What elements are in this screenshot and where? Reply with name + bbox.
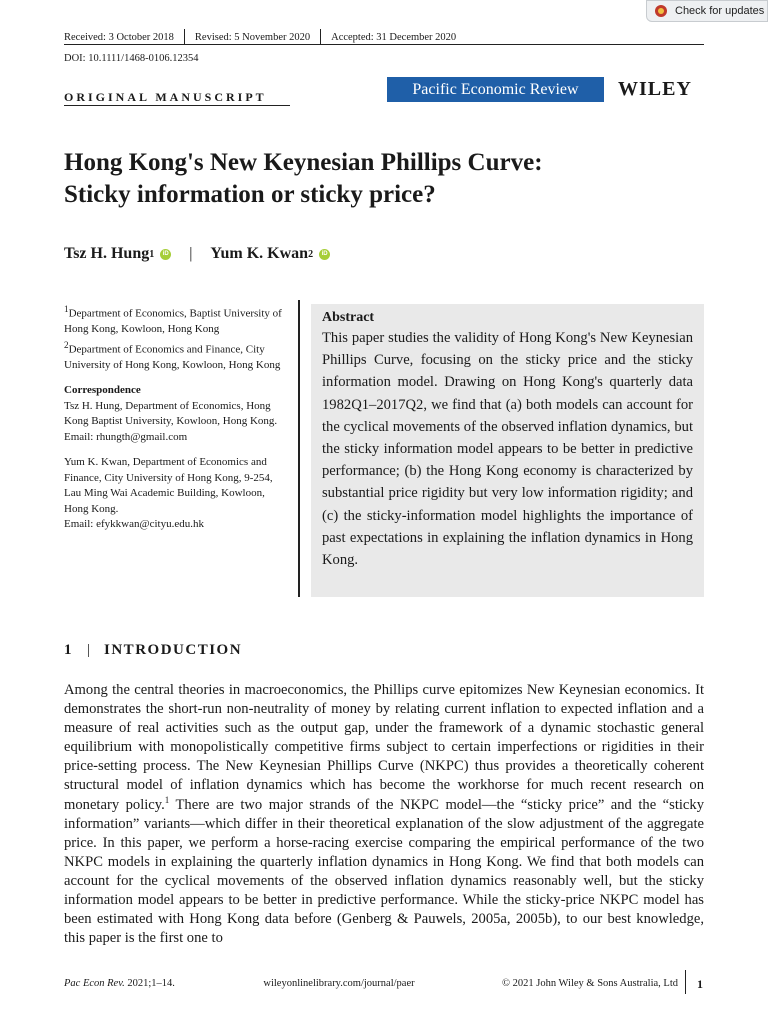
received-date: Received: 3 October 2018 bbox=[64, 31, 174, 43]
author-name[interactable]: Tsz H. Hung bbox=[64, 245, 150, 262]
affil-mark: 2 bbox=[64, 339, 69, 350]
author-name[interactable]: Yum K. Kwan bbox=[210, 245, 309, 262]
affiliation-text: Department of Economics, Baptist University of Hong Kong, Kowloon, Hong Kong bbox=[64, 307, 282, 336]
body-text: There are two major strands of the NKPC model—the “sticky price” and the “sticky information” variants—which differ in their theoretical explanation of the slow adjustment of the aggregate price. In this paper, we perform a horse-racing exercise comparing the empirical performance of the two NKPC models in explaining the quarterly inflation dynamics in Hong Kong. We find that both models can account for the cyclical movements of the observed inflation dynamics reasonably well, but the sticky information model appears to be better in predictive performance. While the sticky-price NKPC model has been estimated with Hong Kong data before (Genberg & Pauwels, 2005a, 2005b), to our best knowledge, this paper is the first one to bbox=[64, 796, 704, 947]
accepted-date: Accepted: 31 December 2020 bbox=[331, 31, 457, 43]
affiliation-text: Department of Economics and Finance, City University of Hong Kong, Kowloon, Hong Kong bbox=[64, 343, 281, 371]
footnote-marker[interactable]: 1 bbox=[164, 794, 170, 805]
revised-date: Revised: 5 November 2020 bbox=[194, 31, 311, 43]
affiliation bbox=[64, 302, 290, 338]
correspondence-email[interactable]: Email: rhungth@gmail.com bbox=[64, 430, 188, 443]
publisher-logo: WILEY bbox=[618, 78, 692, 100]
author-affil-mark: 2 bbox=[308, 248, 314, 260]
journal-name[interactable]: Pacific Economic Review bbox=[387, 77, 604, 102]
orcid-icon[interactable]: iD bbox=[319, 249, 330, 260]
page-number: 1 bbox=[697, 977, 703, 991]
article-history bbox=[64, 29, 456, 45]
journal-url[interactable]: wileyonlinelibrary.com/journal/paer bbox=[263, 978, 415, 989]
body-text: Among the central theories in macroeconomics, the Phillips curve epitomizes New Keynesian economics. It demonstrates the short-run non-neutrality of money by relating current inflation to expected inflation and a measure of real activities such as the output gap, under the framework of a dynamic stochastic general equilibrium with monopolistically competitive firms subject to certain imperfections or rigidities in their price-setting process. The New Keynesian Phillips Curve (NKPC) thus provides a theoretically coherent structural model of inflation dynamics which has become the workhorse for much recent research on monetary policy. bbox=[64, 682, 704, 813]
divider bbox=[320, 29, 321, 45]
header-rule bbox=[64, 44, 704, 45]
copyright: © 2021 John Wiley & Sons Australia, Ltd bbox=[502, 978, 678, 989]
correspondence-entry: Yum K. Kwan, Department of Economics and Finance, City University of Hong Kong, 9-254, Lau Ming Wai Academic Building, Kowloon, Hong Kong. bbox=[64, 456, 273, 515]
journal-abbrev: Pac Econ Rev. bbox=[64, 978, 125, 989]
journal-volume: 2021;1–14. bbox=[124, 978, 175, 989]
author-affil-mark: 1 bbox=[149, 248, 155, 260]
section-heading bbox=[64, 642, 242, 659]
divider bbox=[184, 29, 185, 45]
footer-divider bbox=[685, 970, 686, 994]
section-number: 1 bbox=[64, 642, 73, 658]
correspondence-email[interactable]: Email: efykkwan@cityu.edu.hk bbox=[64, 518, 204, 531]
journal-reference bbox=[64, 978, 214, 989]
section-title: INTRODUCTION bbox=[104, 642, 243, 658]
crossmark-icon bbox=[655, 5, 667, 17]
author-separator: | bbox=[189, 245, 193, 262]
abstract-text: This paper studies the validity of Hong Kong's New Keynesian Phillips Curve, focusing on the sticky price and the sticky information model. Drawing on Hong Kong's quarterly data 1982Q1–2017Q2, we find that (a) both models can account for the cyclical movements of the observed inflation dynamics, but the sticky information model appears to be better in predictive performance; (b) the Hong Kong economy is characterized by substantial price rigidity but very low information rigidity; and (c) the sticky-information model highlights the importance of past expectations in explaining the inflation dynamics in Hong Kong. bbox=[322, 330, 693, 569]
abstract-heading: Abstract bbox=[322, 310, 375, 325]
title-line: Sticky information or sticky price? bbox=[64, 181, 436, 208]
correspondence-entry: Tsz H. Hung, Department of Economics, Hong Kong Baptist University, Kowloon, Hong Kong. bbox=[64, 399, 278, 428]
title-line: Hong Kong's New Keynesian Phillips Curve: bbox=[64, 149, 543, 176]
author-list bbox=[64, 245, 330, 263]
article-title bbox=[64, 147, 704, 211]
affiliations-column bbox=[64, 302, 290, 533]
manuscript-type-rule bbox=[64, 105, 290, 106]
affiliation bbox=[64, 338, 290, 374]
doi[interactable]: DOI: 10.1111/1468-0106.12354 bbox=[64, 53, 199, 64]
check-for-updates-label: Check for updates bbox=[675, 5, 765, 17]
orcid-icon[interactable]: iD bbox=[160, 249, 171, 260]
abstract-box bbox=[311, 304, 704, 597]
page-footer bbox=[64, 978, 704, 989]
check-for-updates-button[interactable] bbox=[646, 0, 768, 22]
manuscript-type: ORIGINAL MANUSCRIPT bbox=[64, 90, 267, 104]
correspondence-heading: Correspondence bbox=[64, 384, 141, 397]
column-divider bbox=[298, 300, 300, 597]
affil-mark: 1 bbox=[64, 304, 69, 314]
body-paragraph bbox=[64, 681, 704, 948]
section-separator: | bbox=[87, 642, 91, 658]
